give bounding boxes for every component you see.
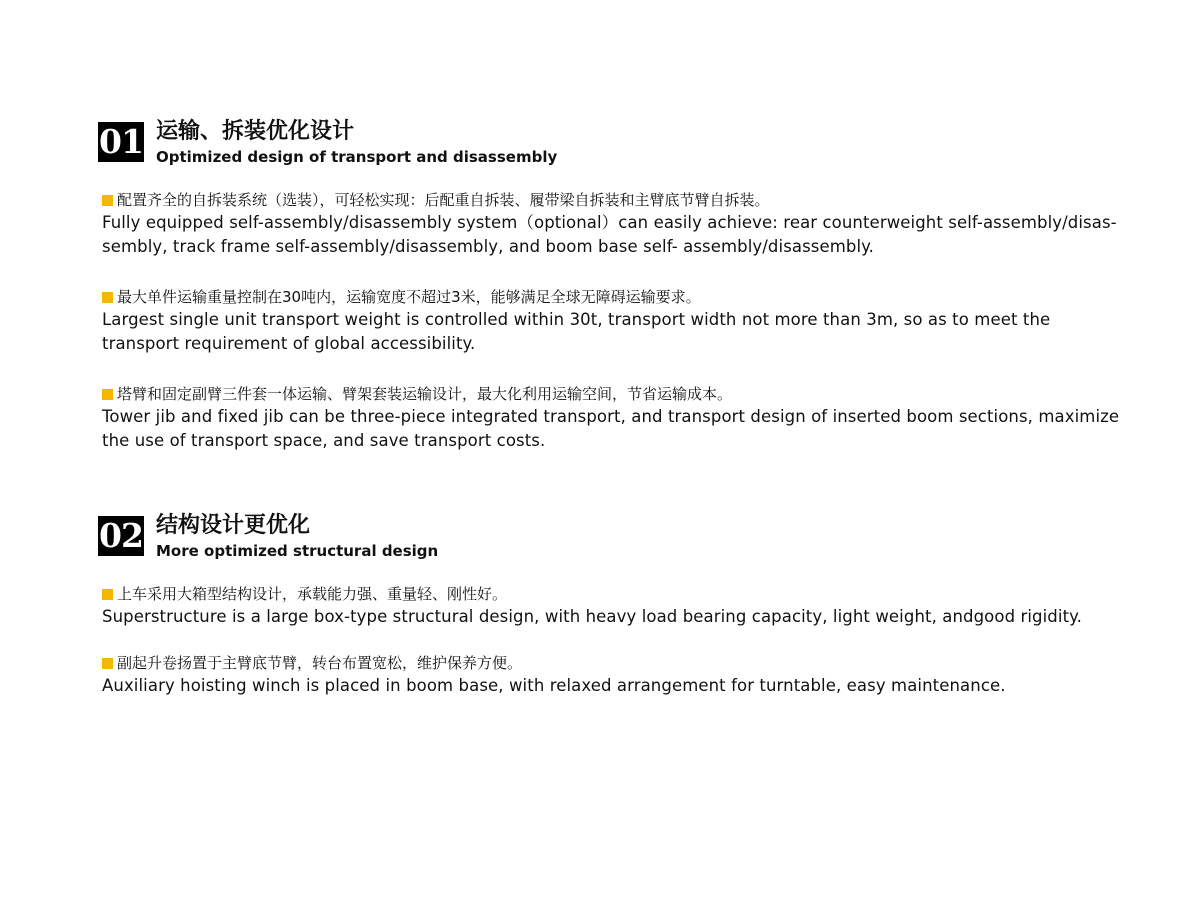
section-number-badge: 01: [99, 122, 143, 161]
bullet-text-cn: 最大单件运输重量控制在30吨内，运输宽度不超过3米，能够满足全球无障碍运输要求。: [117, 288, 701, 306]
bullet-square-icon: [102, 658, 113, 669]
section-title-en: More optimized structural design: [156, 542, 439, 560]
bullet-item: [102, 384, 1122, 453]
bullet-text-en: Superstructure is a large box-type structural design, with heavy load bearing capacity, light weight, andgood rigidity.: [102, 607, 1082, 626]
section-number-badge: 02: [99, 516, 143, 555]
bullet-text-cn: 配置齐全的自拆装系统（选装），可轻松实现：后配重自拆装、履带梁自拆装和主臂底节臂自拆装。: [117, 191, 770, 209]
section-title-cn: 运输、拆装优化设计: [156, 119, 355, 144]
section-02: [98, 512, 1128, 562]
bullet-square-icon: [102, 389, 113, 400]
section-01-header: [98, 118, 1128, 168]
bullet-item: [102, 653, 1122, 698]
bullet-item: [102, 190, 1122, 259]
bullet-item: [102, 287, 1122, 356]
bullet-text-cn: 塔臂和固定副臂三件套一体运输、臂架套装运输设计，最大化利用运输空间，节省运输成本。: [117, 385, 733, 403]
bullet-text-en: Auxiliary hoisting winch is placed in boom base, with relaxed arrangement for turntable, easy maintenance.: [102, 676, 1006, 695]
bullet-square-icon: [102, 292, 113, 303]
bullet-text-en: Tower jib and fixed jib can be three-piece integrated transport, and transport design of inserted boom sections, maximize the use of transport space, and save transport costs.: [102, 407, 1120, 450]
section-01: [98, 118, 1128, 168]
section-title-cn: 结构设计更优化: [156, 513, 311, 538]
section-title-en: Optimized design of transport and disassembly: [156, 148, 558, 166]
section-02-header: [98, 512, 1128, 562]
bullet-text-en: Largest single unit transport weight is controlled within 30t, transport width not more than 3m, so as to meet the transport requirement of global accessibility.: [102, 310, 1051, 353]
bullet-text-cn: 上车采用大箱型结构设计，承载能力强、重量轻、刚性好。: [117, 585, 508, 603]
bullet-square-icon: [102, 195, 113, 206]
bullet-text-en: Fully equipped self-assembly/disassembly system（optional）can easily achieve: rear counterweight self-assembly/disas-sembly, track frame self-assembly/disassembly, and boom base self- assembly/disassembly.: [102, 213, 1117, 256]
bullet-text-cn: 副起升卷扬置于主臂底节臂，转台布置宽松，维护保养方便。: [117, 654, 523, 672]
bullet-item: [102, 584, 1122, 629]
bullet-square-icon: [102, 589, 113, 600]
